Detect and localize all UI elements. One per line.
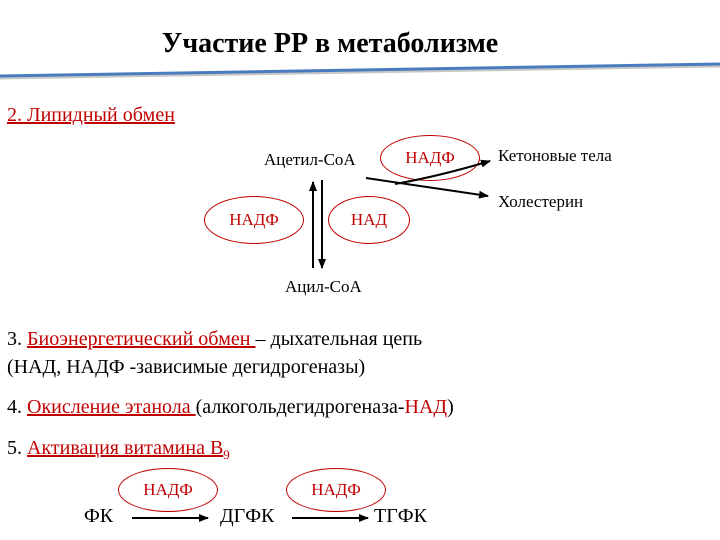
vitamin-link: Активация витамина В (27, 437, 224, 459)
nadp-oval-dgfk-label: НАДФ (311, 480, 361, 499)
nadp-oval-left-label: НАДФ (229, 210, 279, 229)
lipid-heading: 2. Липидный обмен (7, 104, 175, 126)
vitamin-line (7, 437, 230, 463)
ethanol-enzyme: НАД (404, 396, 448, 418)
bioenergy-line-1 (7, 328, 422, 351)
nadp-oval-fk-label: НАДФ (143, 480, 193, 499)
ethanol-link: Окисление этанола (27, 396, 196, 418)
ethanol-rest-open: (алкогольдегидрогеназа- (195, 396, 405, 418)
ethanol-number: 4. (7, 396, 27, 418)
bioenergy-link: Биоэнергетический обмен (27, 328, 256, 350)
fk-label: ФК (84, 505, 114, 527)
cholesterol-label: Холестерин (498, 192, 584, 211)
page-title: Участие РР в метаболизме (161, 28, 499, 59)
ethanol-line (7, 396, 454, 419)
vitamin-subscript: 9 (223, 447, 230, 462)
vitamin-number: 5. (7, 437, 27, 459)
dgfk-label: ДГФК (220, 505, 275, 527)
ketone-bodies-label: Кетоновые тела (498, 146, 612, 165)
nadp-oval-top-label: НАДФ (405, 148, 455, 167)
bioenergy-number: 3. (7, 328, 27, 350)
nad-oval-right-label: НАД (350, 210, 388, 229)
nadp-oval-dgfk (286, 468, 386, 512)
bioenergy-line-2: (НАД, НАДФ -зависимые дегидрогеназы) (7, 356, 366, 378)
tgfk-label: ТГФК (374, 505, 427, 527)
arrow-acetyl-to-ketone (395, 161, 490, 184)
bioenergy-rest: – дыхательная цепь (255, 328, 423, 350)
ethanol-rest-close: ) (447, 396, 454, 418)
acetyl-coa-label: Ацетил-СоА (264, 150, 356, 169)
nadp-oval-fk (118, 468, 218, 512)
acyl-coa-label: Ацил-СоА (285, 277, 362, 296)
arrow-acetyl-branches (366, 178, 488, 196)
